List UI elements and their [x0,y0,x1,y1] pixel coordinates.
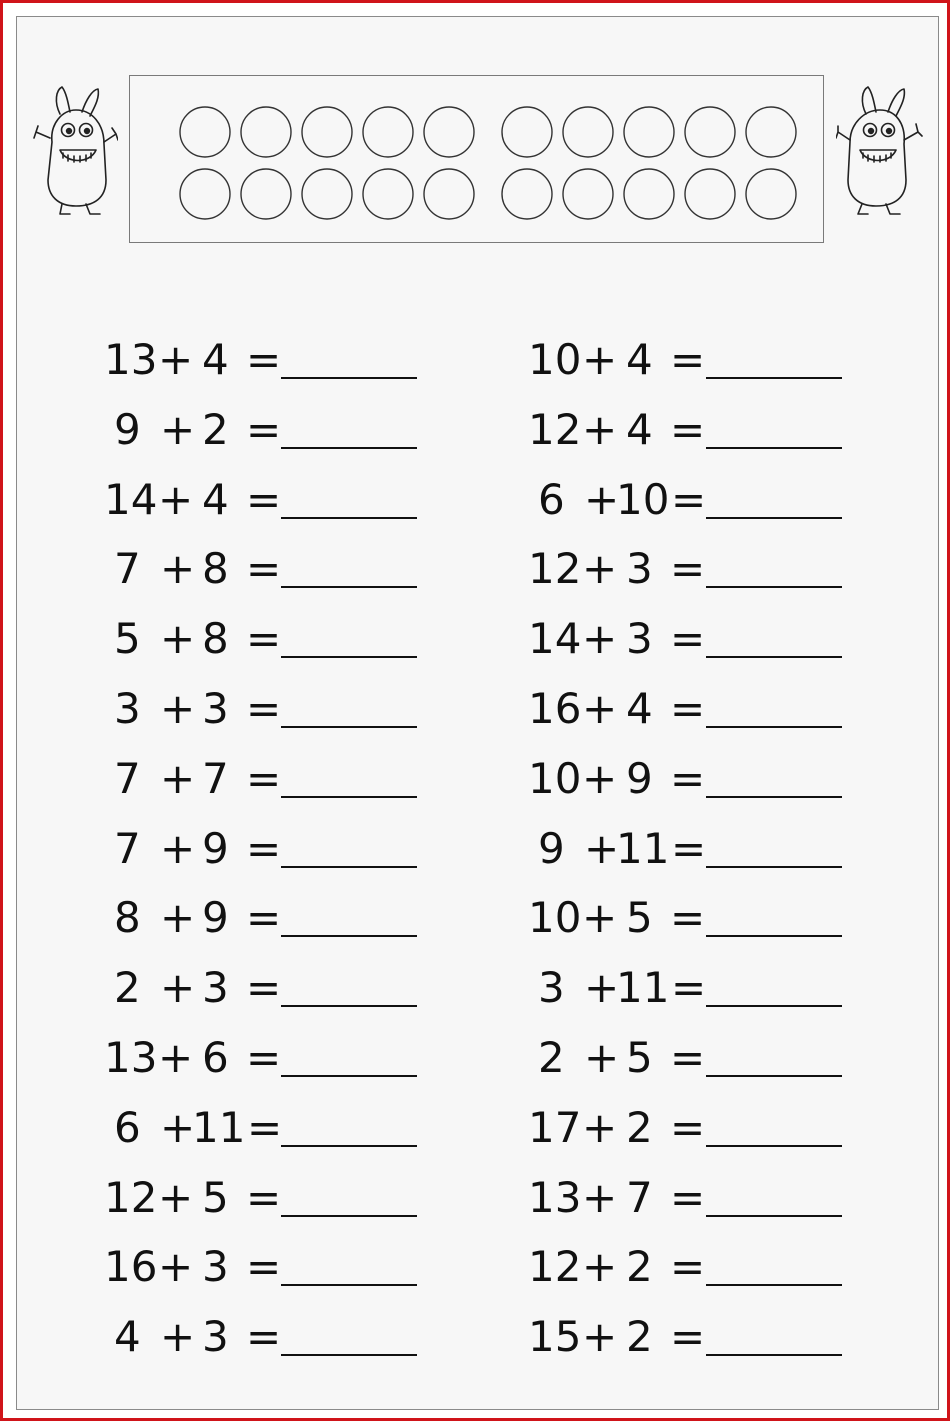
answer-blank[interactable] [706,377,842,379]
equals-sign: = [670,1242,706,1292]
answer-blank[interactable] [281,1215,417,1217]
circle-icon [685,107,735,157]
answer-blank[interactable] [281,517,417,519]
first-addend: 9 [114,404,141,454]
second-addend: 3 [626,614,653,664]
answer-blank[interactable] [281,1145,417,1147]
equals-sign: = [246,684,282,733]
plus-sign: + [584,963,620,1013]
second-addend: 11 [616,823,670,873]
equals-sign: = [246,335,282,384]
circle-icon [302,107,352,157]
circle-icon [563,107,613,157]
math-problem [104,1307,504,1367]
first-addend: 15 [528,1312,582,1362]
second-addend: 9 [202,893,229,943]
second-addend: 2 [626,1312,653,1362]
first-addend: 4 [114,1312,141,1362]
second-addend: 5 [626,893,653,943]
plus-sign: + [582,1102,618,1152]
first-addend: 12 [104,1172,158,1222]
circle-icon [363,107,413,157]
math-problem [104,400,504,460]
answer-blank[interactable] [706,1354,842,1356]
answer-blank[interactable] [281,447,417,449]
second-addend: 3 [202,1312,229,1362]
second-addend: 9 [202,823,229,873]
answer-blank[interactable] [706,586,842,588]
plus-sign: + [582,404,618,454]
second-addend: 3 [626,544,653,594]
second-addend: 4 [626,335,653,384]
math-problem [104,1098,504,1158]
plus-sign: + [582,893,618,943]
answer-blank[interactable] [706,447,842,449]
second-addend: 7 [626,1172,653,1222]
plus-sign: + [582,1312,618,1362]
first-addend: 12 [528,404,582,454]
first-addend: 2 [114,963,141,1013]
monster-icon [30,84,118,220]
first-addend: 14 [104,474,158,524]
equals-sign: = [671,963,707,1013]
first-addend: 10 [528,753,582,803]
math-problem [104,539,504,599]
first-addend: 5 [114,614,141,664]
first-addend: 3 [538,963,565,1013]
math-problem [528,749,928,809]
plus-sign: + [582,614,618,664]
equals-sign: = [246,404,282,454]
second-addend: 3 [202,963,229,1013]
plus-sign: + [160,1102,196,1152]
plus-sign: + [158,1172,194,1222]
first-addend: 12 [528,544,582,594]
equals-sign: = [246,614,282,664]
second-addend: 4 [202,335,229,384]
answer-blank[interactable] [281,1005,417,1007]
answer-blank[interactable] [706,1284,842,1286]
answer-blank[interactable] [706,1145,842,1147]
plus-sign: + [160,614,196,664]
math-problem [104,470,504,530]
circle-icon [563,169,613,219]
circle-icon [241,169,291,219]
equals-sign: = [246,753,282,803]
math-problem [528,1168,928,1228]
math-problem [528,400,928,460]
plus-sign: + [582,753,618,803]
first-addend: 2 [538,1033,565,1082]
circle-icon [502,169,552,219]
math-problem [104,749,504,809]
answer-blank[interactable] [706,726,842,728]
second-addend: 10 [616,474,670,524]
first-addend: 7 [114,753,141,803]
plus-sign: + [158,474,194,524]
equals-sign: = [246,893,282,943]
math-problem [104,330,504,390]
first-addend: 8 [114,893,141,943]
equals-sign: = [670,544,706,594]
first-addend: 7 [114,823,141,873]
circle-icon [424,169,474,219]
math-problem [528,888,928,948]
plus-sign: + [160,823,196,873]
answer-blank[interactable] [281,726,417,728]
equals-sign: = [670,1033,706,1082]
math-problem [528,1098,928,1158]
math-problem [104,1028,504,1088]
equals-sign: = [246,1033,282,1082]
first-addend: 3 [114,684,141,733]
second-addend: 2 [626,1242,653,1292]
first-addend: 16 [528,684,582,733]
first-addend: 13 [104,335,158,384]
plus-sign: + [160,1312,196,1362]
math-problem [528,679,928,739]
answer-blank[interactable] [706,517,842,519]
equals-sign: = [670,893,706,943]
math-problem [528,609,928,669]
second-addend: 2 [202,404,229,454]
circle-icon [624,107,674,157]
equals-sign: = [247,1102,283,1152]
equals-sign: = [670,614,706,664]
circle-icon [363,169,413,219]
equals-sign: = [670,1312,706,1362]
math-problem [528,1307,928,1367]
first-addend: 10 [528,893,582,943]
plus-sign: + [160,893,196,943]
plus-sign: + [582,1242,618,1292]
plus-sign: + [582,684,618,733]
second-addend: 8 [202,544,229,594]
first-addend: 6 [538,474,565,524]
plus-sign: + [160,753,196,803]
equals-sign: = [670,1172,706,1222]
answer-blank[interactable] [281,656,417,658]
answer-blank[interactable] [281,377,417,379]
second-addend: 4 [202,474,229,524]
second-addend: 7 [202,753,229,803]
second-addend: 5 [202,1172,229,1222]
plus-sign: + [584,1033,620,1082]
first-addend: 6 [114,1102,141,1152]
math-problem [528,1237,928,1297]
equals-sign: = [670,753,706,803]
answer-blank[interactable] [281,796,417,798]
equals-sign: = [246,963,282,1013]
answer-blank[interactable] [706,1075,842,1077]
first-addend: 17 [528,1102,582,1152]
plus-sign: + [158,1033,194,1082]
answer-blank[interactable] [281,1354,417,1356]
second-addend: 4 [626,684,653,733]
math-problem [528,819,928,879]
second-addend: 2 [626,1102,653,1152]
equals-sign: = [246,1172,282,1222]
equals-sign: = [246,823,282,873]
second-addend: 4 [626,404,653,454]
answer-blank[interactable] [281,1075,417,1077]
answer-blank[interactable] [706,935,842,937]
first-addend: 9 [538,823,565,873]
math-problem [104,1168,504,1228]
circle-icon [180,169,230,219]
math-problem [528,958,928,1018]
equals-sign: = [671,474,707,524]
math-problem [104,958,504,1018]
first-addend: 12 [528,1242,582,1292]
math-problem [104,609,504,669]
second-addend: 11 [616,963,670,1013]
second-addend: 3 [202,1242,229,1292]
second-addend: 5 [626,1033,653,1082]
plus-sign: + [582,544,618,594]
answer-blank[interactable] [706,1005,842,1007]
counter-circles [130,76,825,244]
first-addend: 16 [104,1242,158,1292]
math-problem [104,888,504,948]
equals-sign: = [246,1242,282,1292]
second-addend: 11 [192,1102,246,1152]
circle-icon [180,107,230,157]
plus-sign: + [158,335,194,384]
second-addend: 3 [202,684,229,733]
circle-icon [502,107,552,157]
first-addend: 7 [114,544,141,594]
second-addend: 6 [202,1033,229,1082]
first-addend: 13 [104,1033,158,1082]
plus-sign: + [584,474,620,524]
answer-blank[interactable] [281,866,417,868]
answer-blank[interactable] [706,1215,842,1217]
math-problem [528,330,928,390]
equals-sign: = [246,544,282,594]
circle-icon [424,107,474,157]
math-problem [528,470,928,530]
equals-sign: = [246,1312,282,1362]
math-problem [528,1028,928,1088]
math-problem [104,1237,504,1297]
first-addend: 13 [528,1172,582,1222]
second-addend: 9 [626,753,653,803]
answer-blank[interactable] [281,586,417,588]
circle-icon [302,169,352,219]
equals-sign: = [671,823,707,873]
plus-sign: + [160,684,196,733]
first-addend: 10 [528,335,582,384]
circle-icon [746,169,796,219]
circle-icon [685,169,735,219]
math-problem [104,819,504,879]
plus-sign: + [160,963,196,1013]
math-problem [528,539,928,599]
plus-sign: + [582,1172,618,1222]
equals-sign: = [246,474,282,524]
counter-frame [129,75,824,243]
plus-sign: + [158,1242,194,1292]
plus-sign: + [160,544,196,594]
math-problem [104,679,504,739]
circle-icon [746,107,796,157]
monster-icon [836,84,924,220]
equals-sign: = [670,404,706,454]
answer-blank[interactable] [706,866,842,868]
second-addend: 8 [202,614,229,664]
equals-sign: = [670,1102,706,1152]
answer-blank[interactable] [706,796,842,798]
equals-sign: = [670,684,706,733]
plus-sign: + [160,404,196,454]
plus-sign: + [584,823,620,873]
answer-blank[interactable] [281,935,417,937]
circle-icon [241,107,291,157]
plus-sign: + [582,335,618,384]
first-addend: 14 [528,614,582,664]
answer-blank[interactable] [281,1284,417,1286]
equals-sign: = [670,335,706,384]
answer-blank[interactable] [706,656,842,658]
circle-icon [624,169,674,219]
